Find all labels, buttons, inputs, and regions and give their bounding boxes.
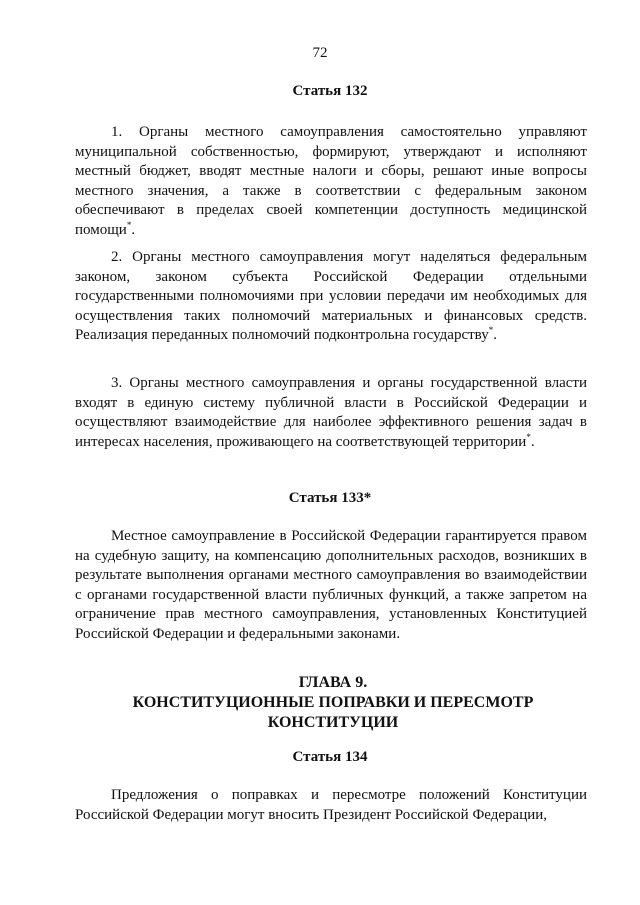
article-132-paragraph-2 <box>75 248 587 346</box>
article-133-paragraph-1: Местное самоуправление в Российской Федерации гарантируется правом на судебную защиту, на компенсацию дополнительных расходов, возникших в результате выполнения органами местного самоуправления во взаимодействии с органами государственной власти публичных функций, а также запретом на ограничение прав местного самоуправления, установленных Конституцией Российской Федерации и федеральными законами. <box>75 528 587 642</box>
article-132-paragraph-1-end: . <box>131 221 136 238</box>
article-134-paragraph-1: Предложения о поправках и пересмотре положений Конституции Российской Федерации могут вносить Президент Российской Федерации, <box>75 787 587 823</box>
chapter-9-title-line-1: КОНСТИТУЦИОННЫЕ ПОПРАВКИ И ПЕРЕСМОТР <box>132 694 534 711</box>
chapter-9-number: ГЛАВА 9. <box>298 674 368 691</box>
article-132-paragraph-3-text: 3. Органы местного самоуправления и органы государственной власти входят в единую систему публичной власти в Российской Федерации и осуществляют взаимодействие для наиболее эффективного решения задач в интересах населения, проживающего на соответствующей территории <box>75 375 587 450</box>
footnote-mark: * <box>488 325 494 335</box>
article-132-paragraph-2-text: 2. Органы местного самоуправления могут наделяться федеральным законом, законом субъекта Российской Федерации отдельными государственными полномочиями при условии передачи им необходимых для осуществления таких полномочий материальных и финансовых средств. Реализация переданных полномочий подконтрольна государству <box>75 249 587 343</box>
chapter-9-title-line-2: КОНСТИТУЦИИ <box>267 714 399 731</box>
footnote-mark: * <box>526 431 531 442</box>
article-132-paragraph-2-end: . <box>493 327 497 343</box>
article-132-paragraph-1-text: 1. Органы местного самоуправления самостоятельно управляют муниципальной собственностью, формируют, утверждают и исполняют местный бюджет, вводят местные налоги и сборы, решают иные вопросы местного значения, а также в соответствии с федеральным законом обеспечивают в пределах своей компетенции доступность медицинской помощи <box>75 124 587 238</box>
footnote-mark: * <box>126 219 132 230</box>
article-132-paragraph-3-end: . <box>530 433 535 450</box>
article-133-title: Статья 133* <box>288 490 372 506</box>
article-132-paragraph-1 <box>75 123 587 240</box>
article-134-title: Статья 134 <box>292 749 368 765</box>
article-132-title: Статья 132 <box>292 83 368 99</box>
article-132-paragraph-3 <box>75 374 587 452</box>
page-number: 72 <box>312 45 328 61</box>
